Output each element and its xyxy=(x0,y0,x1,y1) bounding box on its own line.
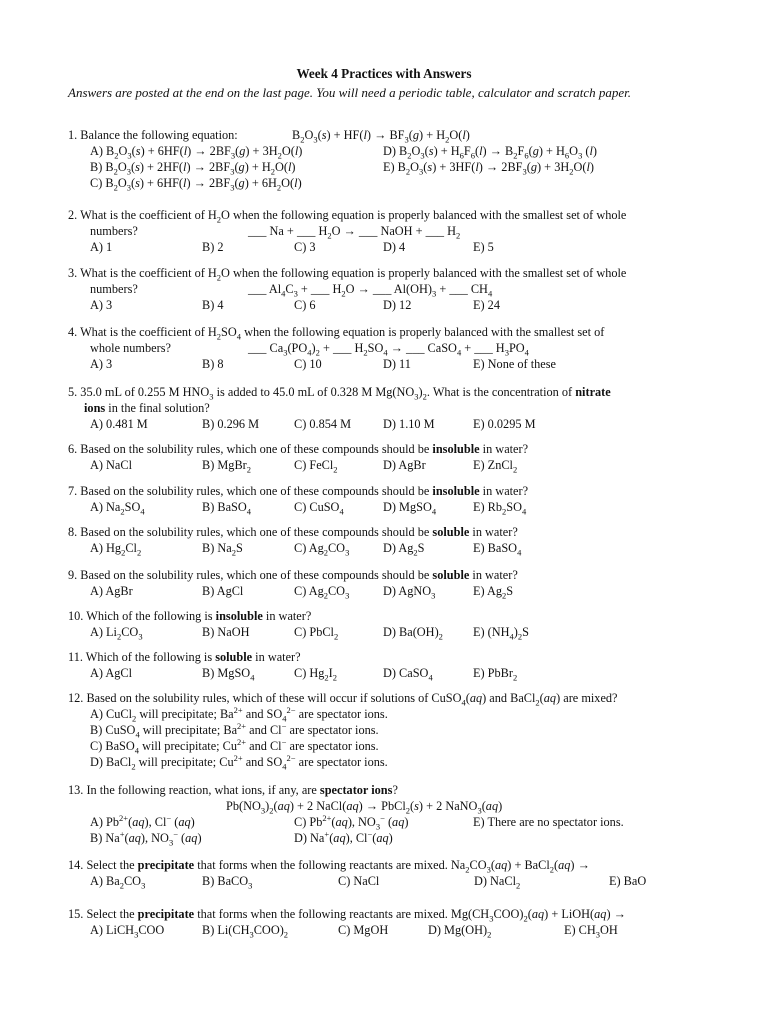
choice-b[interactable]: B) CuSO$_4$ will precipitate; $Ba^{2+}$ and Cl− are spectator ions. xyxy=(90,720,379,740)
question-15 xyxy=(68,906,708,938)
choice-c[interactable]: C) FeCl$_2$ xyxy=(294,458,338,475)
question-stem: 4. What is the coefficient of $H_2SO_4$ when the following equation is properly balanced with the smallest set of xyxy=(68,325,605,342)
choice-e[interactable]: E) There are no spectator ions. xyxy=(473,815,624,829)
equation: ___ Na + ___ $H_2O$ → ___ NaOH + ___ $H_2$ xyxy=(248,224,461,241)
equation: $B_2O_3(s) + HF(l) \to BF_3(g) + H_2O(l)$ xyxy=(292,128,470,145)
choice-b[interactable]: B) 4 xyxy=(202,298,224,312)
equation: ___ $Al_4C_3$ + ___ $H_2O$ → ___ $Al(OH)_3$ + ___ $CH_4$ xyxy=(248,282,493,299)
choice-b[interactable]: B) Na+(aq), $NO_3^-$ (aq) xyxy=(90,828,202,848)
choice-a[interactable]: A) 1 xyxy=(90,240,113,254)
page-title: Week 4 Practices with Answers xyxy=(296,66,472,81)
question-stem: 6. Based on the solubility rules, which one of these compounds should be insoluble in water? xyxy=(68,442,529,456)
choice-c[interactable]: C) $Pb^{2+}(aq)$, $NO_3^-$ (aq) xyxy=(294,812,409,832)
stem-continuation: numbers? xyxy=(90,282,138,296)
question-stem: 2. What is the coefficient of $H_2O$ when the following equation is properly balanced with the smallest set of whole xyxy=(68,208,627,225)
choice-d[interactable]: D) Na+(aq), Cl−(aq) xyxy=(294,828,393,845)
question-2 xyxy=(68,207,708,255)
question-stem: 9. Based on the solubility rules, which one of these compounds should be soluble in water? xyxy=(68,568,518,582)
choice-d[interactable]: D) AgNO$_3$ xyxy=(383,584,436,601)
choice-e[interactable]: E) None of these xyxy=(473,357,556,371)
choice-b[interactable]: B) NaOH xyxy=(202,625,250,639)
choice-c[interactable]: C) 10 xyxy=(294,357,322,371)
choice-b[interactable]: B) $Na_2S$ xyxy=(202,541,243,558)
choice-a[interactable]: A) LiCH$_3$COO xyxy=(90,923,165,940)
choice-a[interactable]: A) $Na_2SO_4$ xyxy=(90,500,145,517)
choice-e[interactable]: E) BaSO$_4$ xyxy=(473,541,522,558)
question-4 xyxy=(68,324,708,372)
question-stem xyxy=(68,127,708,143)
choice-d[interactable]: D) MgSO$_4$ xyxy=(383,500,437,517)
choice-a[interactable]: A) 0.481 M xyxy=(90,417,148,431)
choice-d[interactable]: D) 12 xyxy=(383,298,412,312)
choice-b[interactable]: B) 2 xyxy=(202,240,224,254)
choice-a[interactable]: A) CuCl$_2$ will precipitate; $Ba^{2+}$ and $SO_4^{2-}$ are spectator ions. xyxy=(90,704,388,724)
question-stem: 13. In the following reaction, what ions, if any, are spectator ions? xyxy=(68,783,398,797)
question-13 xyxy=(68,782,708,846)
question-11 xyxy=(68,649,708,681)
choice-d[interactable]: D) $B_2O_3(s) + H_6F_6(l) \to B_2F_6(g) + H_6O_3$ (l) xyxy=(383,144,598,161)
choice-b[interactable]: B) $B_2O_3(s) + 2HF(l) \to 2BF_3(g) + H_2O(l)$ xyxy=(90,160,296,177)
stem-text: 1. Balance the following equation: xyxy=(68,128,238,142)
choice-d[interactable]: D) $Ba(OH)_2$ xyxy=(383,625,443,642)
choice-a[interactable]: A) $Pb^{2+}(aq)$, Cl− (aq) xyxy=(90,812,195,829)
choice-d[interactable]: D) $Mg(OH)_2$ xyxy=(428,923,492,940)
choice-d[interactable]: D) BaCl$_2$ will precipitate; $Cu^{2+}$ and $SO_4^{2-}$ are spectator ions. xyxy=(90,752,388,772)
choice-a[interactable]: A) AgCl xyxy=(90,666,133,680)
choice-c[interactable]: C) PbCl$_2$ xyxy=(294,625,339,642)
choice-c[interactable]: C) $Ag_2CO_3$ xyxy=(294,541,350,558)
choice-c[interactable]: C) $Ag_2CO_3$ xyxy=(294,584,350,601)
question-5 xyxy=(68,384,708,432)
question-8 xyxy=(68,524,708,556)
question-stem: 3. What is the coefficient of $H_2O$ when the following equation is properly balanced with the smallest set of whole xyxy=(68,266,627,283)
choice-e[interactable]: E) 24 xyxy=(473,298,500,312)
question-stem: 14. Select the precipitate that forms when the following reactants are mixed. $Na_2CO_3(aq)$ + BaCl$_2$(aq) → xyxy=(68,858,590,875)
choice-c[interactable]: C) $Hg_2I_2$ xyxy=(294,666,338,683)
choice-c[interactable]: C) BaSO$_4$ will precipitate; $Cu^{2+}$ and Cl− are spectator ions. xyxy=(90,736,379,756)
choice-b[interactable]: B) $Li(CH_3COO)_2$ xyxy=(202,923,289,940)
choice-c[interactable]: C) 6 xyxy=(294,298,316,312)
choice-c[interactable]: C) 0.854 M xyxy=(294,417,352,431)
choice-e[interactable]: E) PbBr$_2$ xyxy=(473,666,518,683)
intro-text: Answers are posted at the end on the last page. You will need a periodic table, calculator and scratch paper. xyxy=(68,85,632,100)
choice-e[interactable]: E) $B_2O_3(s) + 3HF(l) \to 2BF_3(g) + 3H_2O(l)$ xyxy=(383,160,594,177)
choice-c[interactable]: C) CuSO$_4$ xyxy=(294,500,344,517)
choice-e[interactable]: E) 0.0295 M xyxy=(473,417,536,431)
choice-a[interactable]: A) $B_2O_3(s) + 6HF(l) \to 2BF_3(g) + 3H_2O(l)$ xyxy=(90,144,303,161)
choice-d[interactable]: D) 4 xyxy=(383,240,406,254)
question-stem: 12. Based on the solubility rules, which of these will occur if solutions of CuSO$_4$(aq) and BaCl$_2$(aq) are mixed? xyxy=(68,691,618,708)
choice-b[interactable]: B) BaCO$_3$ xyxy=(202,874,253,891)
question-stem: 10. Which of the following is insoluble in water? xyxy=(68,609,312,623)
question-12 xyxy=(68,690,708,770)
choice-a[interactable]: A) $Hg_2Cl_2$ xyxy=(90,541,142,558)
question-10 xyxy=(68,608,708,640)
choice-e[interactable]: E) $Ag_2S$ xyxy=(473,584,514,601)
question-1 xyxy=(68,127,708,191)
choice-c[interactable]: C) 3 xyxy=(294,240,316,254)
question-stem: 5. 35.0 mL of 0.255 M $HNO_3$ is added to 45.0 mL of 0.328 M $Mg(NO_3)_2$. What is the concentration of nitrate xyxy=(68,385,611,402)
question-stem: 15. Select the precipitate that forms when the following reactants are mixed. $Mg(CH_3COO)_2(aq)$ + LiOH(aq) → xyxy=(68,907,626,924)
choice-d[interactable]: D) 11 xyxy=(383,357,411,371)
question-3 xyxy=(68,265,708,313)
choice-e[interactable]: E) $Rb_2SO_4$ xyxy=(473,500,527,517)
choice-a[interactable]: A) $Li_2CO_3$ xyxy=(90,625,143,642)
choice-e[interactable]: E) BaO xyxy=(609,874,647,888)
stem-continuation: ions in the final solution? xyxy=(84,401,210,415)
stem-continuation: whole numbers? xyxy=(90,341,171,355)
choice-b[interactable]: B) MgBr$_2$ xyxy=(202,458,252,475)
choice-e[interactable]: E) ZnCl$_2$ xyxy=(473,458,518,475)
choice-a[interactable]: A) $Ba_2CO_3$ xyxy=(90,874,146,891)
choice-b[interactable]: B) MgSO$_4$ xyxy=(202,666,255,683)
question-stem: 8. Based on the solubility rules, which one of these compounds should be soluble in water? xyxy=(68,525,518,539)
question-7 xyxy=(68,483,708,515)
choice-a[interactable]: A) 3 xyxy=(90,357,113,371)
question-14 xyxy=(68,857,708,889)
choice-d[interactable]: D) 1.10 M xyxy=(383,417,435,431)
choice-d[interactable]: D) NaCl$_2$ xyxy=(474,874,521,891)
choice-a[interactable]: A) 3 xyxy=(90,298,113,312)
choice-b[interactable]: B) BaSO$_4$ xyxy=(202,500,252,517)
choice-d[interactable]: D) $Ag_2S$ xyxy=(383,541,425,558)
choice-e[interactable]: E) $CH_3OH$ xyxy=(564,923,618,940)
choice-b[interactable]: B) AgCl xyxy=(202,584,244,598)
question-9 xyxy=(68,567,708,599)
question-6 xyxy=(68,441,708,473)
stem-continuation: numbers? xyxy=(90,224,138,238)
choice-b[interactable]: B) 8 xyxy=(202,357,224,371)
choice-e[interactable]: E) $(NH_4)_2S$ xyxy=(473,625,529,642)
choice-c[interactable]: C) $B_2O_3(s) + 6HF(l) \to 2BF_3(g) + 6H_2O(l)$ xyxy=(90,176,302,193)
equation: ___ $Ca_3(PO_4)_2$ + ___ $H_2SO_4$ → ___ CaSO$_4$ + ___ $H_3PO_4$ xyxy=(248,341,529,358)
choice-d[interactable]: D) AgBr xyxy=(383,458,426,472)
choice-c[interactable]: C) MgOH xyxy=(338,923,389,937)
question-stem: 7. Based on the solubility rules, which one of these compounds should be insoluble in water? xyxy=(68,484,529,498)
choice-b[interactable]: B) 0.296 M xyxy=(202,417,260,431)
choice-a[interactable]: A) NaCl xyxy=(90,458,133,472)
equation: $Pb(NO_3)_2(aq) + 2$ NaCl(aq) → PbCl$_2$(s) + 2 NaNO$_3$(aq) xyxy=(226,799,503,816)
choice-e[interactable]: E) 5 xyxy=(473,240,494,254)
question-stem: 11. Which of the following is soluble in water? xyxy=(68,650,301,664)
choice-c[interactable]: C) NaCl xyxy=(338,874,380,888)
choice-d[interactable]: D) CaSO$_4$ xyxy=(383,666,433,683)
choice-a[interactable]: A) AgBr xyxy=(90,584,133,598)
